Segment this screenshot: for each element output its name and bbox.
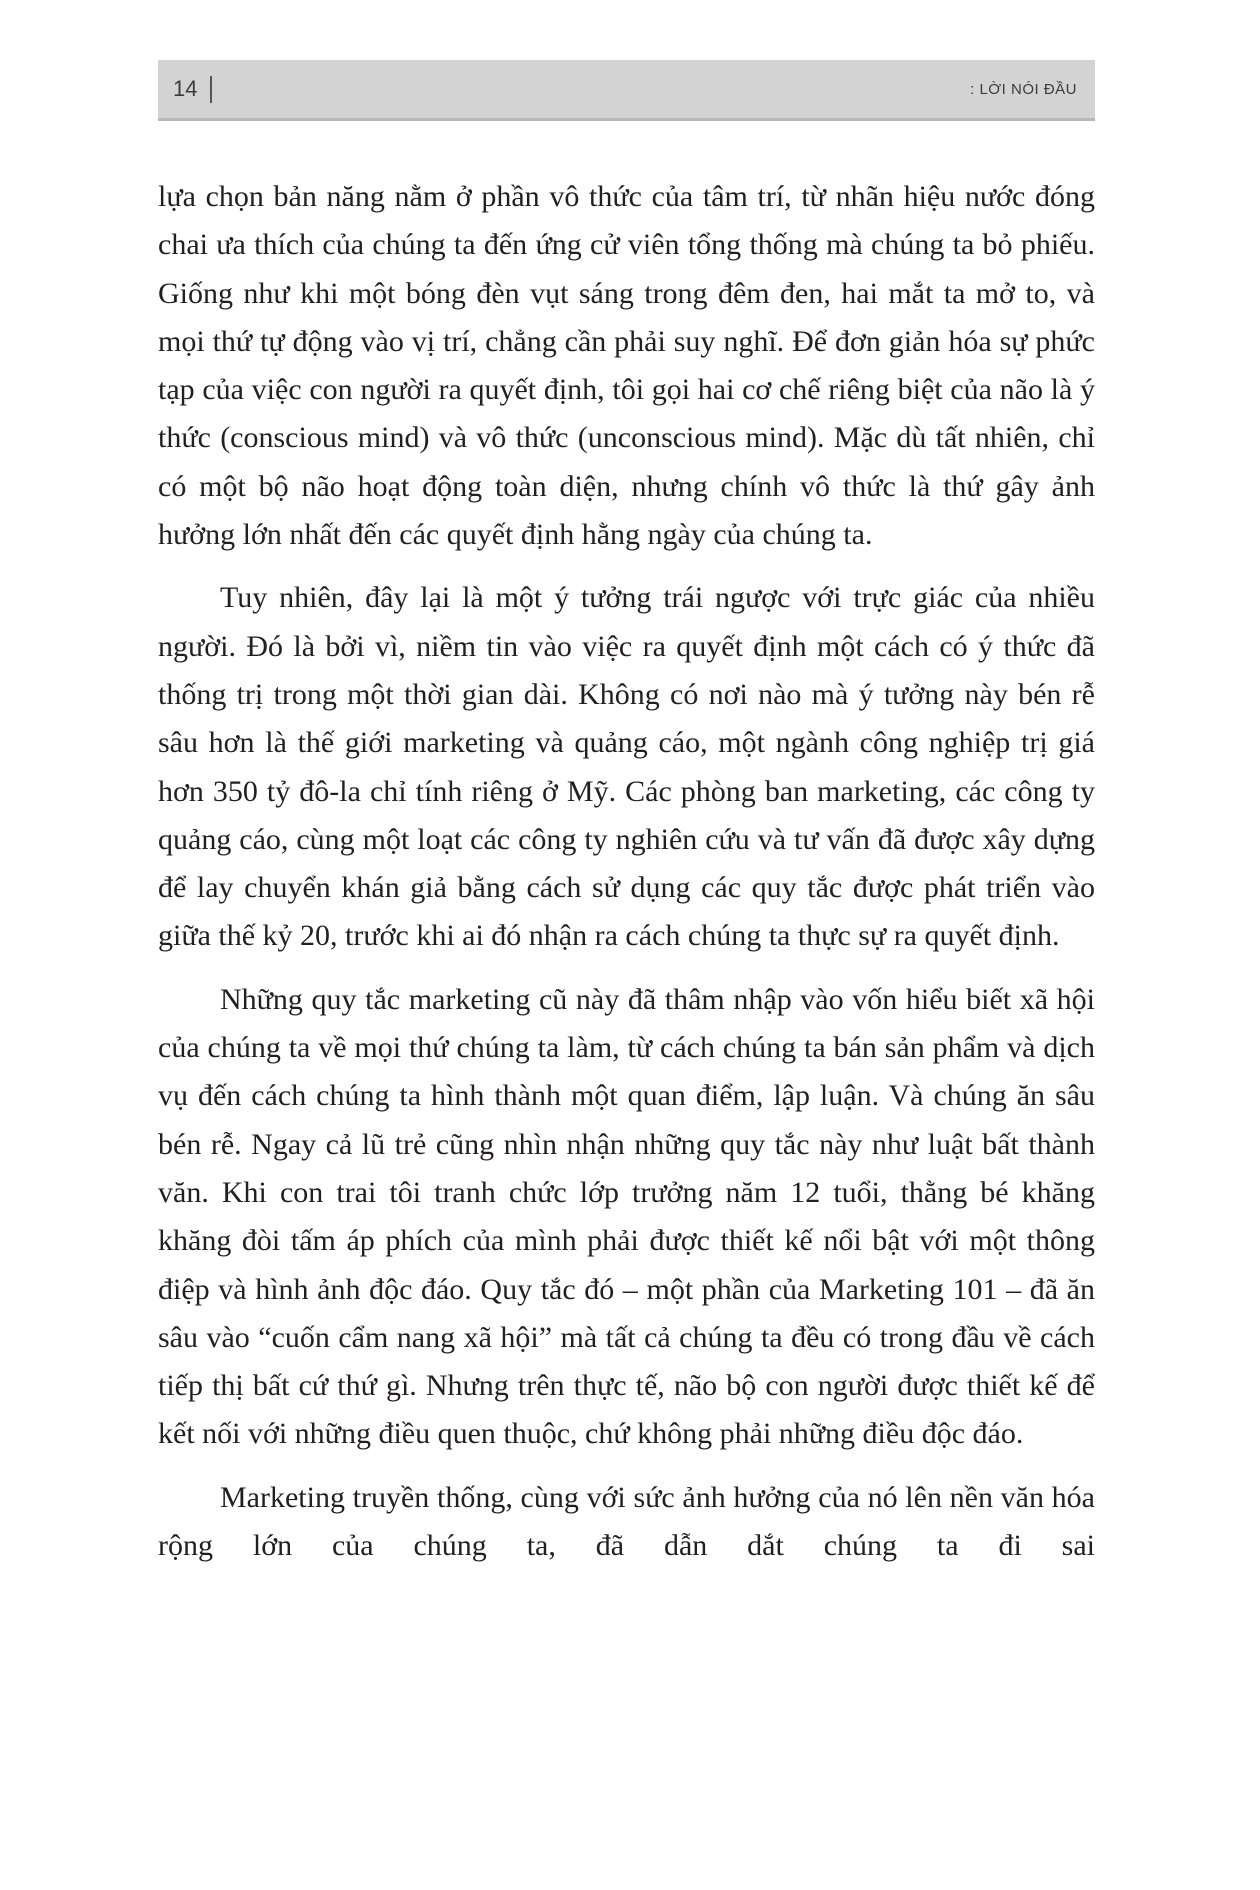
running-header — [158, 60, 1095, 121]
body-text — [158, 173, 1095, 1585]
section-title: : LỜI NÓI ĐẦU — [970, 81, 1077, 98]
paragraph-3: Những quy tắc marketing cũ này đã thâm nhập vào vốn hiểu biết xã hội của chúng ta về mọi thứ chúng ta làm, từ cách chúng ta bán sản phẩm và dịch vụ đến cách chúng ta hình thành một quan điểm, lập luận. Và chúng ăn sâu bén rễ. Ngay cả lũ trẻ cũng nhìn nhận những quy tắc này như luật bất thành văn. Khi con trai tôi tranh chức lớp trưởng năm 12 tuổi, thằng bé khăng khăng đòi tấm áp phích của mình phải được thiết kế nổi bật với một thông điệp và hình ảnh độc đáo. Quy tắc đó – một phần của Marketing 101 – đã ăn sâu vào “cuốn cẩm nang xã hội” mà tất cả chúng ta đều có trong đầu về cách tiếp thị bất cứ thứ gì. Nhưng trên thực tế, não bộ con người được thiết kế để kết nối với những điều quen thuộc, chứ không phải những điều độc đáo. — [158, 982, 1095, 1451]
header-divider — [210, 76, 212, 103]
paragraph-1: lựa chọn bản năng nằm ở phần vô thức của tâm trí, từ nhãn hiệu nước đóng chai ưa thích của chúng ta đến ứng cử viên tổng thống mà chúng ta bỏ phiếu. Giống như khi một bóng đèn vụt sáng trong đêm đen, hai mắt ta mở to, và mọi thứ tự động vào vị trí, chẳng cần phải suy nghĩ. Để đơn giản hóa sự phức tạp của việc con người ra quyết định, tôi gọi hai cơ chế riêng biệt của não là ý thức (conscious mind) và vô thức (unconscious mind). Mặc dù tất nhiên, chỉ có một bộ não hoạt động toàn diện, nhưng chính vô thức là thứ gây ảnh hưởng lớn nhất đến các quyết định hằng ngày của chúng ta. — [158, 180, 1095, 552]
paragraph-2: Tuy nhiên, đây lại là một ý tưởng trái ngược với trực giác của nhiều người. Đó là bởi vì, niềm tin vào việc ra quyết định một cách có ý thức đã thống trị trong một thời gian dài. Không có nơi nào mà ý tưởng này bén rễ sâu hơn là thế giới marketing và quảng cáo, một ngành công nghiệp trị giá hơn 350 tỷ đô-la chỉ tính riêng ở Mỹ. Các phòng ban marketing, các công ty quảng cáo, cùng một loạt các công ty nghiên cứu và tư vấn đã được xây dựng để lay chuyển khán giả bằng cách sử dụng các quy tắc được phát triển vào giữa thế kỷ 20, trước khi ai đó nhận ra cách chúng ta thực sự ra quyết định. — [158, 581, 1095, 953]
paragraph-4: Marketing truyền thống, cùng với sức ảnh hưởng của nó lên nền văn hóa rộng lớn của chúng ta, đã dẫn dắt chúng ta đi sai — [158, 1480, 1095, 1563]
page-number: 14 — [173, 76, 198, 101]
